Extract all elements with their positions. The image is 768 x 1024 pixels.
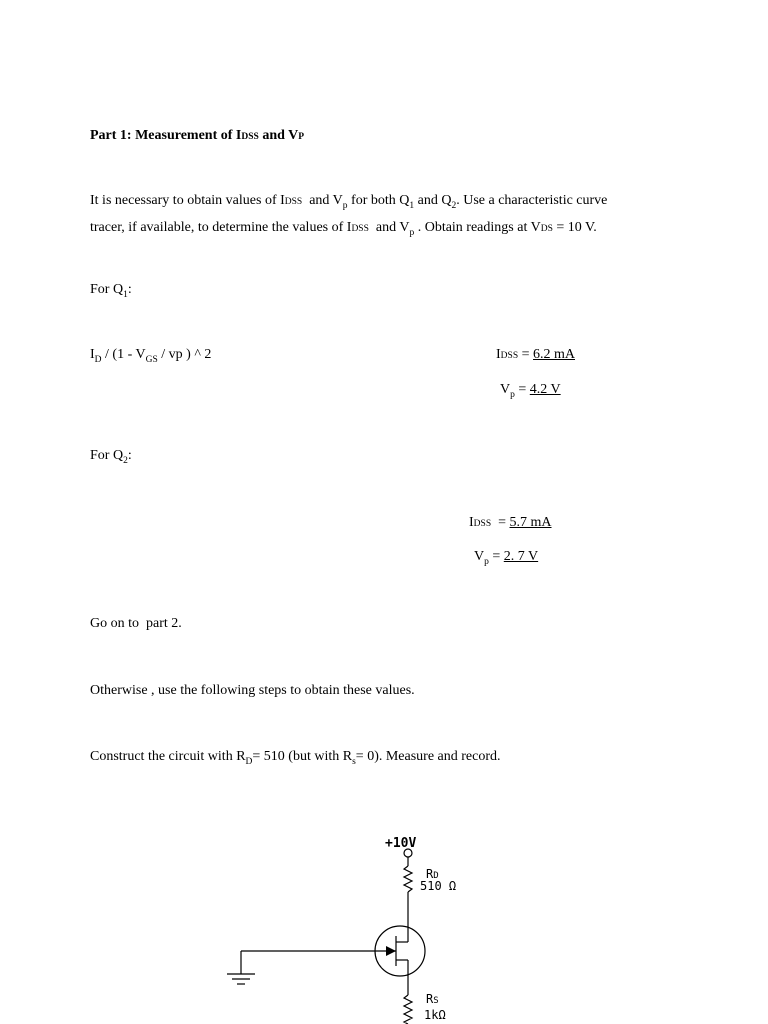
rs-sub: S (433, 996, 439, 1006)
vp-label: V (500, 382, 511, 397)
heading-text-mid: and V (258, 128, 299, 143)
otherwise-text: Otherwise , use the following steps to obtain these values. (90, 683, 415, 698)
intro-text: . Use a characteristic curve (456, 193, 608, 208)
idss-sub: DSS (473, 519, 492, 529)
q2-idss (469, 515, 552, 531)
sub-p: p (342, 200, 348, 211)
intro-text: . Obtain readings at V (414, 219, 541, 235)
q2-label-text: For Q (90, 448, 124, 463)
rd-sub: D (433, 871, 439, 881)
q1-idss (496, 347, 575, 363)
construct-sub-d: D (245, 756, 253, 767)
intro-text: and V (302, 193, 343, 208)
formula-sub-gs: GS (145, 354, 158, 365)
idss-label: I (496, 347, 501, 362)
vp-sub: p (484, 556, 489, 567)
construct-sub-s: s (352, 756, 356, 767)
q2-label (90, 448, 132, 466)
formula-sub-d: D (94, 354, 102, 365)
formula-text: I (90, 347, 95, 362)
vp-sub: p (510, 389, 515, 400)
q1-label (90, 282, 132, 300)
construct-text (90, 749, 501, 767)
go-on-text: Go on to part 2. (90, 616, 182, 631)
rd-name: R (426, 867, 434, 881)
gate-arrow (386, 946, 396, 956)
q2-vp (474, 549, 538, 567)
idss-sub: DSS (500, 351, 519, 361)
rs-name: R (426, 992, 434, 1006)
q1-label-colon: : (127, 282, 132, 297)
construct-part: = 510 (but with R (252, 749, 353, 764)
vp-label: V (474, 549, 485, 564)
supply-label: +10V (385, 836, 417, 851)
idss-eq: = (491, 515, 510, 530)
sub-1: 1 (409, 200, 415, 211)
intro-text: It is necessary to obtain values of I (90, 193, 285, 208)
rs-label (426, 993, 439, 1007)
q2-idss-value: 5.7 mA (509, 515, 552, 530)
sub-2: 2 (451, 200, 457, 211)
q2-label-sub: 2 (123, 455, 128, 466)
rs-resistor (404, 995, 412, 1024)
intro-line-2 (90, 217, 670, 244)
q2-label-colon: : (127, 448, 132, 463)
intro-text: = 10 V. (552, 219, 597, 235)
sub-ds: DS (540, 223, 553, 234)
idss-eq: = (518, 347, 534, 362)
construct-part: Construct the circuit with R (90, 749, 246, 764)
jfet-circuit-diagram (0, 830, 768, 1024)
rd-value: 510 Ω (420, 879, 457, 893)
vp-eq: = (488, 549, 504, 564)
intro-paragraph (90, 190, 670, 244)
intro-text: for both Q (347, 193, 410, 208)
idss-label: I (469, 515, 474, 530)
q1-vp (500, 382, 561, 400)
section-heading (90, 128, 304, 144)
q1-label-sub: 1 (123, 289, 128, 300)
sub-p: p (409, 227, 415, 238)
construct-part: = 0). Measure and record. (355, 749, 501, 764)
sub-dss: DSS (284, 197, 303, 207)
q1-vp-value: 4.2 V (529, 382, 561, 397)
formula-text: / (1 - V (101, 347, 146, 362)
circuit-schematic (0, 830, 768, 1024)
intro-text: tracer, if available, to determine the values of I (90, 219, 352, 235)
intro-text: and V (368, 219, 410, 235)
q1-idss-value: 6.2 mA (533, 347, 576, 362)
heading-text: Part 1: Measurement of I (90, 128, 242, 143)
heading-sub-dss: DSS (241, 132, 259, 142)
q2-vp-value: 2. 7 V (503, 549, 539, 564)
intro-line-1 (90, 190, 670, 217)
intro-text: and Q (414, 193, 452, 208)
formula-text: / vp ) ^ 2 (157, 347, 212, 362)
rd-resistor (404, 866, 412, 892)
q1-label-text: For Q (90, 282, 124, 297)
q1-formula (90, 347, 211, 365)
vp-eq: = (514, 382, 530, 397)
heading-sub-p: P (298, 132, 305, 142)
rs-value: 1kΩ (424, 1008, 446, 1022)
sub-dss: DSS (351, 223, 369, 234)
